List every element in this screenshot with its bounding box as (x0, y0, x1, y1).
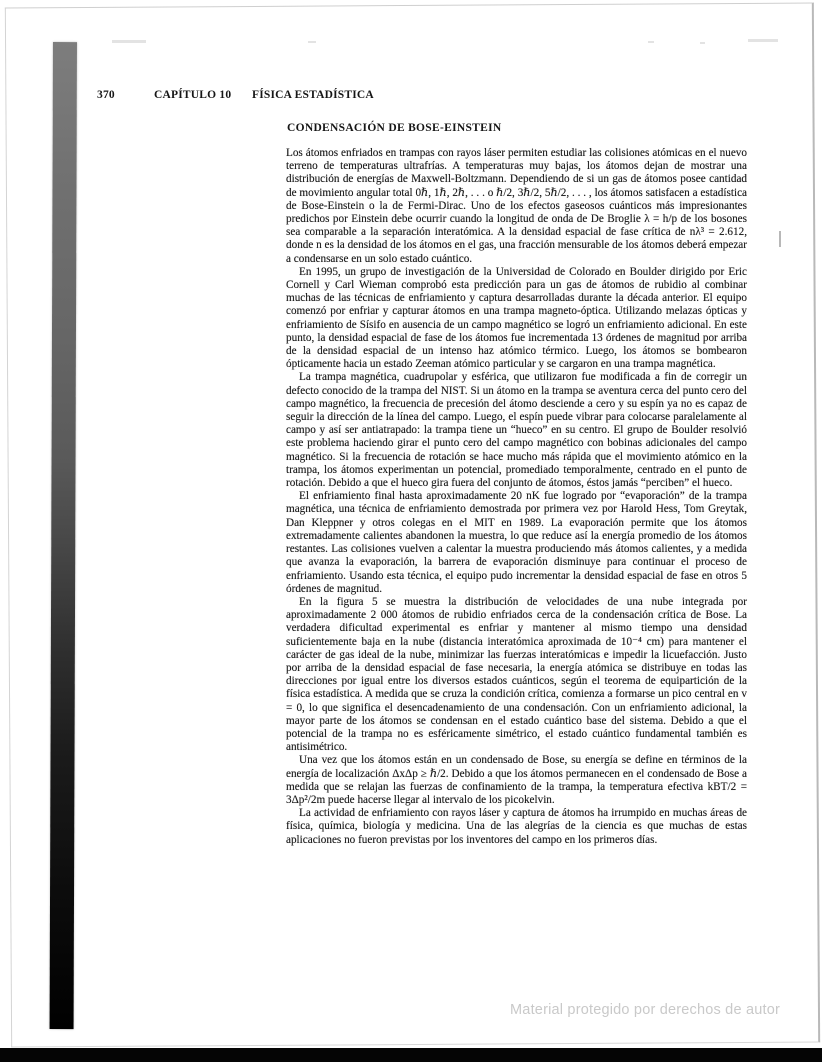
body-paragraph: En la figura 5 se muestra la distribución de velocidades de una nube integrada por aproximadamente 2 000 átomos de rubidio enfriados cerca de la condensación crítica de Bose. La verdadera dificultad experimental es enfriar y mantener al mismo tiempo una densidad suficientemente baja en la nube (distancia interatómica aproximada de 10⁻⁴ cm) para mantener el carácter de gas ideal de la nube, minimizar las fuerzas interatómicas e impedir la licuefacción. Justo por arriba de la densidad espacial de fase necesaria, la energía atómica se distribuye en todas las direcciones por igual entre los diversos estados cuánticos, según el teorema de equipartición de la física estadística. A medida que se cruza la condición crítica, comienza a formarse un pico central en v = 0, lo que significa el desencadenamiento de una condensación. Con un enfriamiento adicional, la mayor parte de los átomos se condensan en el estado cuántico base del sistema. Debido a que el potencial de la trampa no es esféricamente simétrico, el estado cuántico fundamental también es antisimétrico. (286, 595, 747, 754)
page-number: 370 (97, 89, 115, 101)
scan-artifact (700, 42, 705, 44)
body-paragraph: Una vez que los átomos están en un condensado de Bose, su energía se define en términos de la energía de localización ΔxΔp ≥ ℏ/2. Debido a que los átomos permanecen en el condensado de Bose a medida que se relajan las fuerzas de confinamiento de la trampa, la temperatura efectiva kBT/2 = 3Δp²/2m puede hacerse llegar al intervalo de los picokelvin. (286, 754, 747, 806)
book-spine-shadow (50, 42, 77, 1029)
scan-artifact (748, 39, 778, 42)
article-body (286, 147, 747, 847)
body-paragraph: En 1995, un grupo de investigación de la Universidad de Colorado en Boulder dirigido por Eric Cornell y Carl Wieman comprobó esta predicción para un gas de átomos de rubidio al combinar muchas de las técnicas de enfriamiento y captura desarrolladas durante la década anterior. El equipo comenzó por enfriar y capturar átomos en una trampa magneto-óptica. Utilizando melazas ópticas y enfriamiento de Sísifo en ausencia de un campo magnético se logró un enfriamiento adicional. En este punto, la densidad espacial de fase de los átomos fue incrementada 13 órdenes de magnitud por arriba de la densidad espacial de un intenso haz atómico térmico. Luego, los átomos se bombearon ópticamente hacia un estado Zeeman atómico particular y se cargaron en una trampa magnética. (286, 265, 747, 371)
margin-tick-mark (779, 231, 781, 247)
scan-artifact (308, 41, 316, 43)
chapter-label: CAPÍTULO 10 (154, 89, 232, 101)
bottom-scan-bar (0, 1048, 822, 1062)
copyright-watermark: Material protegido por derechos de autor (510, 1002, 780, 1018)
scan-artifact (648, 41, 654, 43)
body-paragraph: El enfriamiento final hasta aproximadamente 20 nK fue logrado por “evaporación” de la trampa magnética, una técnica de enfriamiento demostrada por primera vez por Harold Hess, Tom Greytak, Dan Kleppner y otros colegas en el MIT en 1989. La evaporación permite que los átomos extremadamente calientes abandonen la muestra, lo que reduce así la energía promedio de los átomos restantes. Las colisiones vuelven a calentar la muestra produciendo más átomos calientes, y a medida que avanza la evaporación, la barrera de evaporación disminuye para continuar el proceso de enfriamiento. Usando esta técnica, el equipo pudo incrementar la densidad espacial de fase en otros 5 órdenes de magnitud. (286, 490, 747, 595)
body-paragraph: Los átomos enfriados en trampas con rayos láser permiten estudiar las colisiones atómicas en el nuevo terreno de temperaturas ultrafrías. A temperaturas muy bajas, los átomos dejan de mostrar una distribución de energías de Maxwell-Boltzmann. Dependiendo de si un gas de átomos posee cantidad de movimiento angular total 0ℏ, 1ℏ, 2ℏ, . . . o ℏ/2, 3ℏ/2, 5ℏ/2, . . . , los átomos satisfacen a estadística de Bose-Einstein o la de Fermi-Dirac. Uno de los efectos gaseosos cuánticos más impresionantes predichos por Einstein debe ocurrir cuando la longitud de onda de De Broglie λ = h/p de los bosones sea comparable a la separación interatómica. A la densidad espacial de fase crítica de nλ³ = 2.612, donde n es la densidad de los átomos en el gas, una fracción mensurable de los átomos deberá empezar a condensarse en un solo estado cuántico. (286, 147, 747, 265)
body-paragraph: La trampa magnética, cuadrupolar y esférica, que utilizaron fue modificada a fin de corregir un defecto conocido de la trampa del NIST. Si un átomo en la trampa se aventura cerca del punto cero del campo magnético, la frecuencia de precesión del átomo desciende a cero y su espín ya no es capaz de seguir la dirección de la línea del campo. Luego, el espín puede vibrar para colocarse paralelamente al campo y así ser antiatrapado: la trampa tiene un “hueco” en su centro. El grupo de Boulder resolvió este problema haciendo girar el punto cero del campo magnético con bobinas adicionales del campo magnético. Si la frecuencia de rotación se hace mucho más rápida que el movimiento atómico en la trampa, los átomos experimentan un potencial, promediado temporalmente, centrado en el punto de rotación. Debido a que el hueco gira fuera del conjunto de átomos, éstos jamás “perciben” el hueco. (286, 371, 747, 490)
running-title: FÍSICA ESTADÍSTICA (252, 89, 374, 101)
section-title: CONDENSACIÓN DE BOSE-EINSTEIN (287, 122, 502, 134)
scan-artifact (112, 40, 146, 43)
body-paragraph: La actividad de enfriamiento con rayos láser y captura de átomos ha irrumpido en muchas áreas de física, química, biología y medicina. Una de las alegrías de la ciencia es que muchas de estas aplicaciones no fueron previstas por los inventores del campo en los primeros días. (286, 807, 747, 846)
